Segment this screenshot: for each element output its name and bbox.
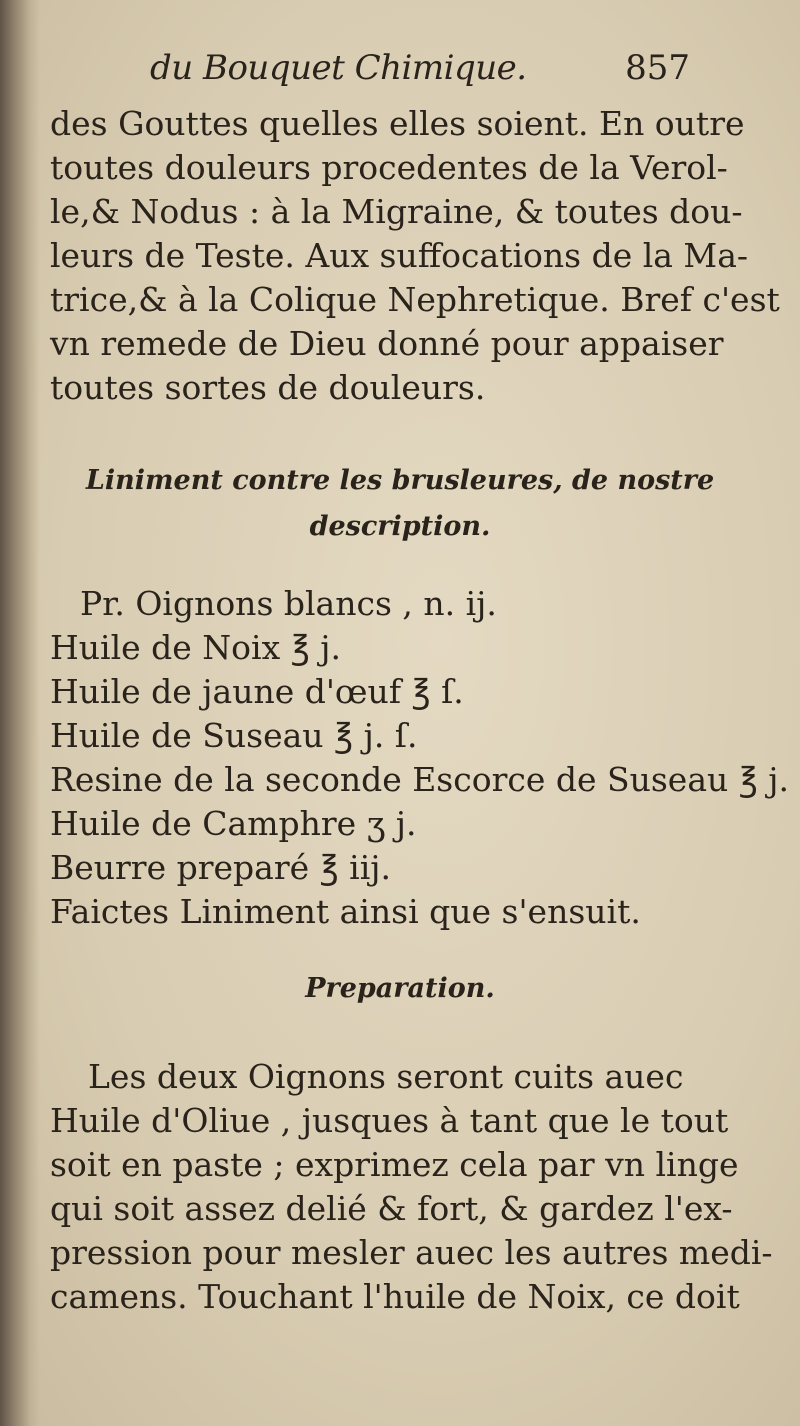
running-title: du Bouquet Chimique.	[150, 48, 527, 88]
paragraph-1	[50, 102, 780, 410]
text-line: soit en paste ; exprimez cela par vn linge	[50, 1145, 739, 1184]
text-line: toutes sortes de douleurs.	[50, 368, 486, 407]
page-header	[150, 48, 690, 98]
text-line: qui soit assez delié & fort, & gardez l'ex-	[50, 1189, 733, 1228]
text-line: Huile d'Oliue , jusques à tant que le tout	[50, 1101, 729, 1140]
heading-line: Preparation.	[305, 973, 495, 1004]
text-line: pression pour mesler auec les autres medi-	[50, 1233, 773, 1272]
binding-gutter	[0, 0, 40, 1426]
paragraph-2	[50, 1055, 773, 1319]
recipe-list	[50, 582, 790, 934]
heading-line: Liniment contre les brusleures, de nostre	[85, 465, 715, 496]
recipe-line: Huile de Camphre ʒ j.	[50, 804, 417, 843]
recipe-line: Pr. Oignons blancs , n. ij.	[80, 584, 497, 623]
text-line: trice,& à la Colique Nephretique. Bref c'est	[50, 280, 780, 319]
text-line: vn remede de Dieu donné pour appaiser	[50, 324, 724, 363]
recipe-line: Huile de Suseau ℥ j. ſ.	[50, 716, 418, 755]
text-line: toutes douleurs procedentes de la Verol-	[50, 148, 728, 187]
recipe-line: Resine de la seconde Escorce de Suseau ℥ j.	[50, 760, 790, 799]
recipe-line: Faictes Liniment ainsi que s'ensuit.	[50, 892, 641, 931]
recipe-line: Huile de Noix ℥ j.	[50, 628, 341, 667]
text-line: des Gouttes quelles elles soient. En outre	[50, 104, 745, 143]
heading-line: description.	[309, 511, 491, 542]
recipe-line: Beurre preparé ℥ iij.	[50, 848, 392, 887]
section-heading-preparation	[0, 966, 800, 1012]
recipe-line: Huile de jaune d'œuf ℥ ſ.	[50, 672, 464, 711]
text-line: camens. Touchant l'huile de Noix, ce doit	[50, 1277, 740, 1316]
page-number: 857	[625, 48, 690, 88]
section-heading-liniment	[0, 458, 800, 550]
text-line: le,& Nodus : à la Migraine, & toutes dou-	[50, 192, 743, 231]
text-line: Les deux Oignons seront cuits auec	[88, 1057, 684, 1096]
text-line: leurs de Teste. Aux suffocations de la Ma-	[50, 236, 749, 275]
